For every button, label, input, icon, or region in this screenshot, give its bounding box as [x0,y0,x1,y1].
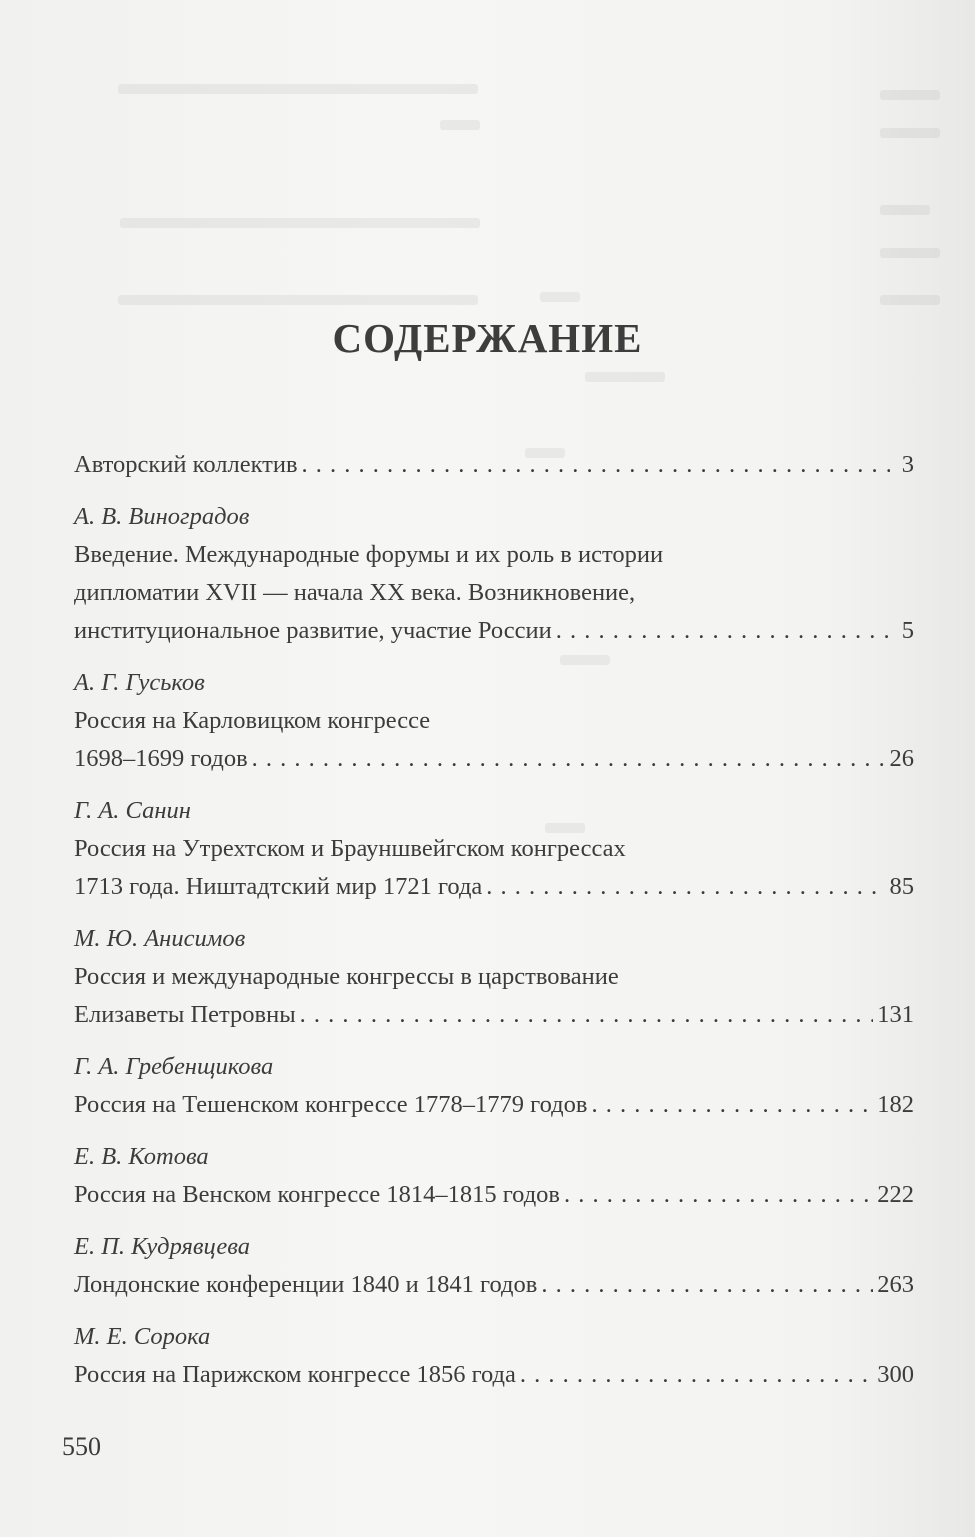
toc-entry-page: 85 [889,873,914,900]
show-through-text [120,218,480,228]
entry-spacer [74,778,914,792]
entry-spacer [74,1214,914,1228]
show-through-text [880,205,930,215]
show-through-text [585,372,665,382]
entry-spacer [74,1304,914,1318]
toc-entry-title-line: Россия на Утрехтском и Брауншвейгском конгрессах [74,835,626,862]
toc-entry-title: 1713 года. Ништадтский мир 1721 года [74,873,483,900]
toc-entry [74,1318,914,1394]
toc-entry-title: Елизаветы Петровны [74,1001,296,1028]
dot-leader [300,996,874,1034]
toc-entry-title: институциональное развитие, участие России [74,617,552,644]
toc-entry [74,498,914,650]
toc-entry-page: 263 [877,1271,914,1298]
show-through-text [880,248,940,258]
toc-entry-page: 5 [901,617,914,644]
show-through-text [118,84,478,94]
toc-entry [74,1228,914,1304]
toc-entry-author: А. Г. Гуськов [74,669,205,696]
dot-leader [520,1356,873,1394]
toc-entry-author: М. Ю. Анисимов [74,925,246,952]
toc-entry-page: 300 [877,1361,914,1388]
toc-entry-author: Е. П. Кудрявцева [74,1233,250,1260]
toc-heading: СОДЕРЖАНИЕ [332,315,643,361]
dot-leader [564,1176,873,1214]
entry-spacer [74,1034,914,1048]
entry-spacer [74,650,914,664]
toc-entry [74,1138,914,1214]
show-through-text [880,128,940,138]
toc-entry-page: 3 [901,451,914,478]
entry-spacer [74,1124,914,1138]
toc-entry-page: 182 [877,1091,914,1118]
toc-entry [74,446,914,484]
toc-entry-title-line [74,1356,914,1394]
dot-leader [486,868,885,906]
page-number: 550 [62,1432,101,1461]
toc-entry-page: 222 [877,1181,914,1208]
toc-entry [74,664,914,778]
toc-entry-title-line: Россия и международные конгрессы в царствование [74,963,619,990]
dot-leader [252,740,886,778]
entry-spacer [74,906,914,920]
show-through-text [880,90,940,100]
toc-entry-title: Авторский коллектив [74,451,298,478]
toc-entry-title: Россия на Венском конгрессе 1814–1815 годов [74,1181,561,1208]
show-through-text [540,292,580,302]
table-of-contents [74,446,914,1394]
dot-leader [591,1086,873,1124]
toc-entry-author: А. В. Виноградов [74,503,250,530]
toc-entry-title: Россия на Тешенском конгрессе 1778–1779 годов [74,1091,588,1118]
dot-leader [541,1266,873,1304]
toc-entry-title-line: Россия на Карловицком конгрессе [74,707,431,734]
entry-spacer [74,484,914,498]
toc-entry-author: Г. А. Гребенщикова [74,1053,274,1080]
toc-entry-page: 26 [889,745,914,772]
dot-leader [556,612,890,650]
toc-entry-title: Лондонские конференции 1840 и 1841 годов [74,1271,538,1298]
toc-entry-title-line [74,1266,914,1304]
dot-leader [302,446,890,484]
toc-entry-title-line [74,996,914,1034]
toc-entry [74,792,914,906]
show-through-text [118,295,478,305]
toc-entry-page: 131 [877,1001,914,1028]
toc-entry-title-line [74,740,914,778]
toc-entry-title-line: Введение. Международные форумы и их роль в истории [74,541,664,568]
toc-entry-title-line: дипломатии XVII — начала XX века. Возникновение, [74,579,636,606]
toc-entry-author: Е. В. Котова [74,1143,209,1170]
toc-entry-title-line [74,1086,914,1124]
toc-entry-title: 1698–1699 годов [74,745,248,772]
show-through-text [440,120,480,130]
toc-entry [74,920,914,1034]
toc-entry-author: Г. А. Санин [74,797,191,824]
toc-entry-title: Россия на Парижском конгрессе 1856 года [74,1361,516,1388]
toc-entry-title-line [74,1176,914,1214]
toc-entry-author: М. Е. Сорока [74,1323,211,1350]
show-through-text [880,295,940,305]
toc-entry-title-line [74,612,914,650]
toc-entry [74,1048,914,1124]
toc-entry-title-line [74,446,914,484]
toc-entry-title-line [74,868,914,906]
